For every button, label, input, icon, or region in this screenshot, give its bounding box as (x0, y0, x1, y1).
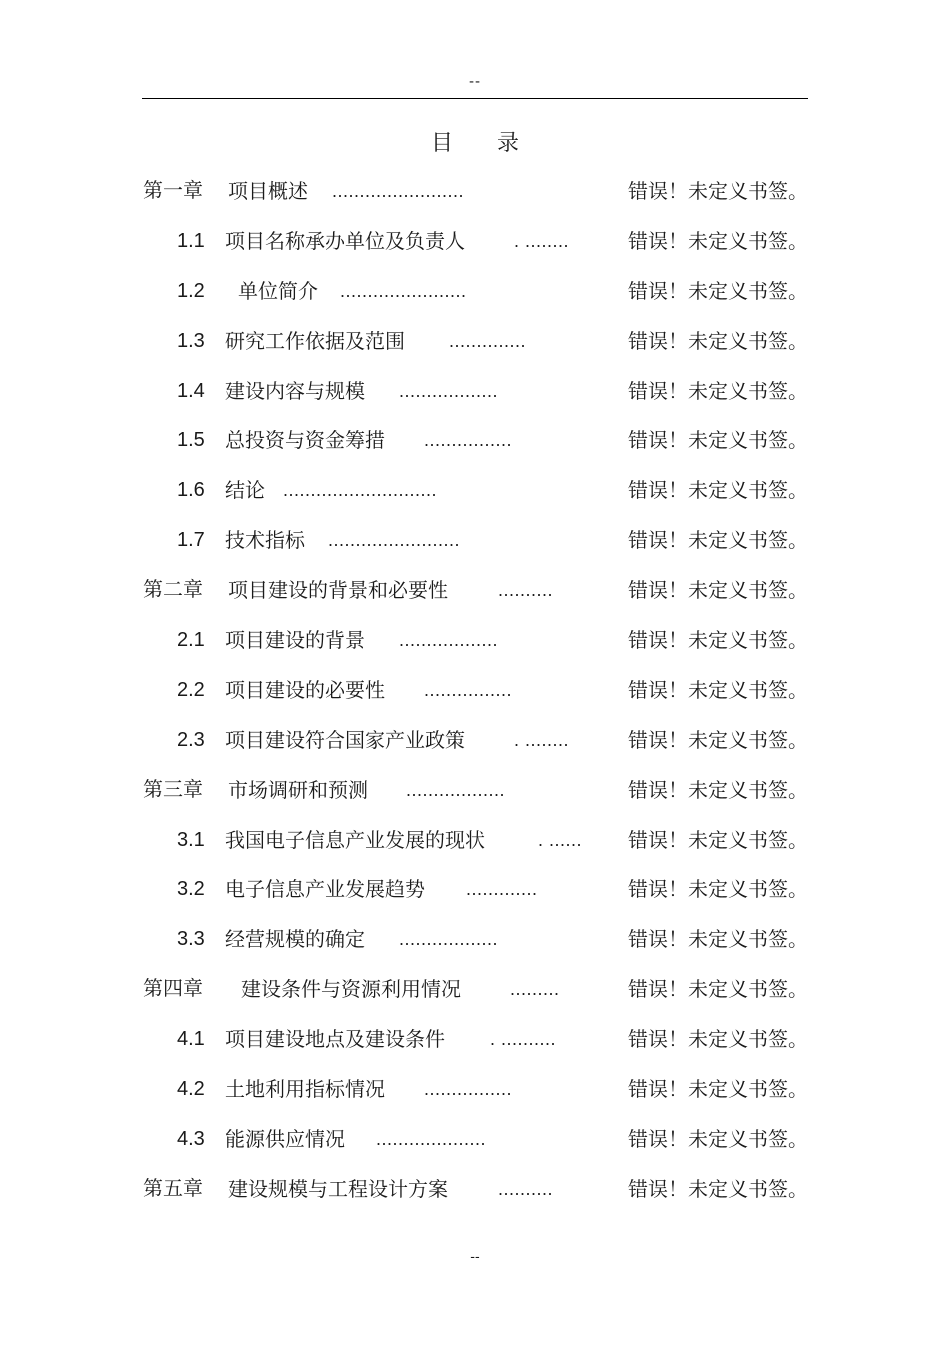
toc-section-entry[interactable] (0, 317, 950, 367)
toc-entry-leader: ................ (424, 679, 513, 700)
toc-entry-number: 2.2 (177, 678, 205, 701)
toc-entry-number: 第五章 (143, 1177, 203, 1200)
toc-entry-number: 3.2 (177, 878, 205, 901)
toc-section-entry[interactable] (0, 416, 950, 466)
toc-entry-page-ref: 错误！未定义书签。 (628, 578, 808, 603)
toc-entry-title: 结论 (225, 478, 265, 503)
toc-entry-number: 4.1 (177, 1028, 205, 1051)
toc-entry-title: 总投资与资金筹措 (225, 428, 385, 453)
toc-entry-number: 第四章 (143, 978, 203, 1001)
toc-title (0, 126, 950, 157)
toc-section-entry[interactable] (0, 716, 950, 766)
toc-entry-number: 4.3 (177, 1127, 205, 1150)
toc-entry-leader: .................. (406, 779, 506, 800)
toc-entry-title: 技术指标 (225, 528, 305, 553)
toc-chapter-entry[interactable] (0, 1165, 950, 1215)
toc-entry-number: 1.5 (177, 429, 205, 452)
toc-entry-number: 4.2 (177, 1078, 205, 1101)
toc-section-entry[interactable] (0, 915, 950, 965)
toc-entry-leader: .............. (449, 330, 527, 351)
toc-entry-leader: .................. (399, 630, 499, 651)
toc-entry-leader: . ........ (514, 729, 570, 750)
toc-entry-title: 研究工作依据及范围 (225, 328, 405, 353)
toc-entry-number: 1.4 (177, 379, 205, 402)
header-rule (142, 98, 808, 99)
toc-entry-leader: ................ (424, 1079, 513, 1100)
toc-entry-leader: .................... (376, 1128, 487, 1149)
toc-entry-page-ref: 错误！未定义书签。 (628, 228, 808, 253)
toc-entry-leader: . ........ (514, 230, 570, 251)
toc-entry-leader: ................ (424, 430, 513, 451)
toc-entry-leader: . .......... (490, 1029, 557, 1050)
toc-entry-leader: ........................ (332, 181, 465, 201)
toc-entry-page-ref: 错误！未定义书签。 (628, 827, 808, 852)
toc-entry-title: 项目建设的必要性 (225, 677, 385, 702)
toc-section-entry[interactable] (0, 816, 950, 866)
toc-entry-title: 单位简介 (238, 278, 318, 303)
toc-entry-leader: .................. (399, 929, 499, 950)
toc-entry-number: 3.1 (177, 828, 205, 851)
toc-entry-title: 建设条件与资源利用情况 (241, 977, 461, 1002)
toc-section-entry[interactable] (0, 1065, 950, 1115)
header-mark: -- (468, 74, 482, 90)
toc-entry-page-ref: 错误！未定义书签。 (628, 1027, 808, 1052)
toc-entry-leader: ............................ (283, 480, 438, 501)
toc-entry-title: 土地利用指标情况 (225, 1077, 385, 1102)
toc-entry-page-ref: 错误！未定义书签。 (628, 727, 808, 752)
toc-section-entry[interactable] (0, 466, 950, 516)
toc-title-right: 录 (497, 131, 520, 156)
toc-entry-title: 项目建设的背景 (225, 628, 365, 653)
toc-entry-page-ref: 错误！未定义书签。 (628, 628, 808, 653)
toc-entry-page-ref: 错误！未定义书签。 (628, 1077, 808, 1102)
footer-mark: -- (470, 1250, 480, 1265)
table-of-contents (0, 167, 950, 1215)
toc-entry-title: 项目建设符合国家产业政策 (225, 727, 465, 752)
toc-entry-number: 1.7 (177, 529, 205, 552)
toc-entry-page-ref: 错误！未定义书签。 (628, 428, 808, 453)
toc-section-entry[interactable] (0, 1015, 950, 1065)
toc-entry-page-ref: 错误！未定义书签。 (628, 328, 808, 353)
toc-entry-title: 项目名称承办单位及负责人 (225, 228, 465, 253)
toc-entry-leader: ......... (510, 979, 560, 1000)
toc-section-entry[interactable] (0, 516, 950, 566)
toc-section-entry[interactable] (0, 217, 950, 267)
toc-entry-title: 项目建设的背景和必要性 (228, 578, 448, 603)
toc-entry-number: 第一章 (143, 180, 203, 202)
toc-entry-leader: .......... (498, 580, 554, 601)
toc-entry-page-ref: 错误！未定义书签。 (628, 378, 808, 403)
toc-section-entry[interactable] (0, 1115, 950, 1165)
toc-entry-title: 电子信息产业发展趋势 (225, 877, 425, 902)
toc-entry-page-ref: 错误！未定义书签。 (628, 179, 808, 203)
toc-section-entry[interactable] (0, 616, 950, 666)
toc-entry-number: 第二章 (143, 579, 203, 602)
toc-entry-number: 1.6 (177, 479, 205, 502)
toc-entry-page-ref: 错误！未定义书签。 (628, 777, 808, 802)
toc-title-left: 目 (430, 131, 453, 156)
toc-entry-number: 2.3 (177, 728, 205, 751)
toc-entry-page-ref: 错误！未定义书签。 (628, 977, 808, 1002)
toc-entry-page-ref: 错误！未定义书签。 (628, 478, 808, 503)
toc-entry-leader: ....................... (340, 280, 467, 301)
toc-section-entry[interactable] (0, 367, 950, 417)
toc-entry-number: 1.2 (177, 279, 205, 302)
toc-entry-title: 经营规模的确定 (225, 927, 365, 952)
toc-entry-page-ref: 错误！未定义书签。 (628, 877, 808, 902)
toc-entry-title: 项目概述 (228, 179, 308, 203)
toc-entry-number: 2.1 (177, 629, 205, 652)
toc-chapter-entry[interactable] (0, 167, 950, 217)
toc-entry-leader: ........................ (328, 530, 461, 551)
toc-chapter-entry[interactable] (0, 965, 950, 1015)
toc-entry-title: 市场调研和预测 (228, 777, 368, 802)
toc-entry-number: 1.3 (177, 329, 205, 352)
toc-entry-number: 3.3 (177, 928, 205, 951)
toc-entry-title: 能源供应情况 (225, 1126, 345, 1151)
toc-entry-leader: .................. (399, 380, 499, 401)
toc-entry-leader: .......... (498, 1178, 554, 1199)
toc-entry-leader: ............. (466, 879, 538, 900)
toc-entry-leader: . ...... (538, 829, 583, 850)
toc-entry-page-ref: 错误！未定义书签。 (628, 1126, 808, 1151)
toc-entry-number: 第三章 (143, 778, 203, 801)
toc-entry-page-ref: 错误！未定义书签。 (628, 677, 808, 702)
toc-section-entry[interactable] (0, 267, 950, 317)
toc-entry-page-ref: 错误！未定义书签。 (628, 927, 808, 952)
toc-section-entry[interactable] (0, 865, 950, 915)
toc-chapter-entry[interactable] (0, 566, 950, 616)
toc-section-entry[interactable] (0, 666, 950, 716)
toc-entry-page-ref: 错误！未定义书签。 (628, 1176, 808, 1201)
toc-entry-title: 建设规模与工程设计方案 (228, 1176, 448, 1201)
toc-entry-title: 我国电子信息产业发展的现状 (225, 827, 485, 852)
toc-entry-number: 1.1 (177, 229, 205, 252)
toc-entry-title: 项目建设地点及建设条件 (225, 1027, 445, 1052)
toc-entry-page-ref: 错误！未定义书签。 (628, 278, 808, 303)
toc-entry-page-ref: 错误！未定义书签。 (628, 528, 808, 553)
toc-chapter-entry[interactable] (0, 766, 950, 816)
toc-entry-title: 建设内容与规模 (225, 378, 365, 403)
